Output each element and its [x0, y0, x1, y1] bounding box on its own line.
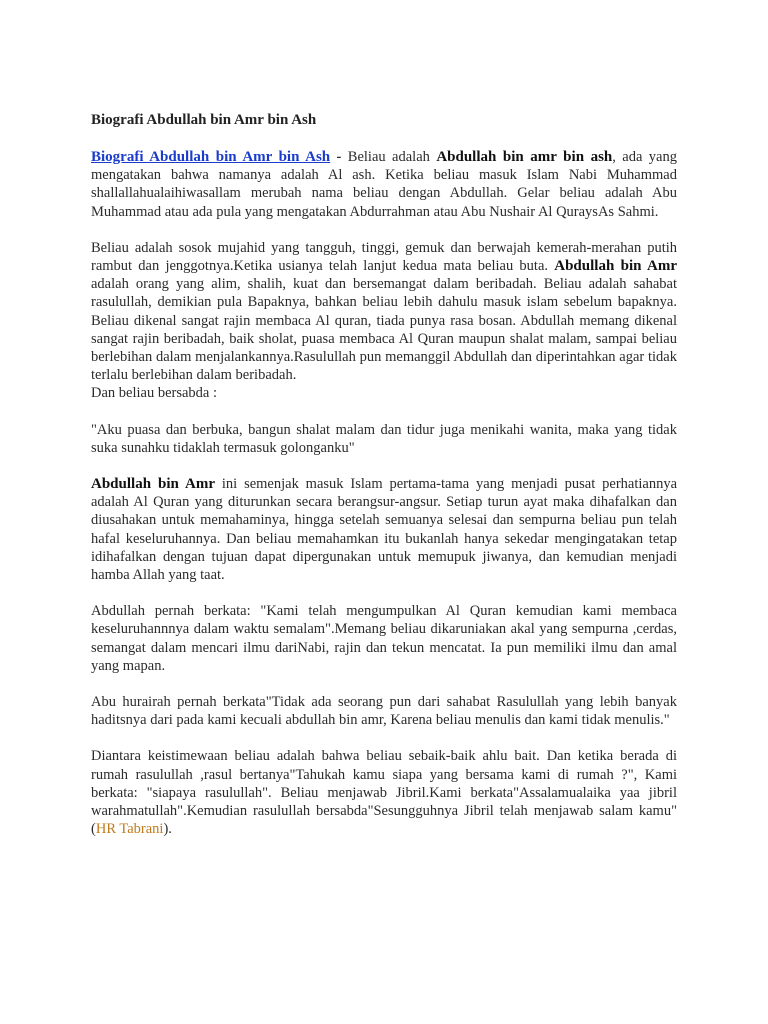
bold-name: Abdullah bin Amr [91, 476, 216, 493]
paragraph-sabda-intro: Dan beliau bersabda : [91, 385, 218, 402]
text-span: Beliau adalah [347, 149, 437, 165]
article-body [91, 148, 677, 857]
paragraph-quran [91, 475, 677, 584]
paragraph-abu-hurairah: Abu hurairah pernah berkata"Tidak ada seorang pun dari sahabat Rasulullah yang lebih banyak haditsnya dari pada kami kecuali abdullah bin amr, Karena beliau menulis dan kami tidak menulis." [91, 694, 677, 729]
text-span: ). [163, 821, 172, 838]
hadith-reference: HR Tabrani [95, 821, 164, 838]
text-span: Diantara keistimewaan beliau adalah bahwa beliau sebaik-baik ahlu bait. Dan ketika berada di rumah rasulullah ,rasul bertanya"Tahukah kamu siapa yang bersama kami di rumah ?", Kami berkata: "siapaya rasulullah". Beliau menjawab Jibril.Kami berkata"Assalamualaika yaa jibril warahmatullah".Kemudian rasulullah bersabda"Sesungguhnya Jibril telah menjawab salam kamu"( [91, 748, 677, 838]
paragraph-abdullah-said: Abdullah pernah berkata: "Kami telah mengumpulkan Al Quran kemudian kami membaca keseluruhannnya dalam waktu semalam".Memang beliau dikaruniakan akal yang sempurna ,cerdas, semangat dalam mencari ilmu dariNabi, rajin dan tekun mencatat. Ia pun memiliki ilmu dan amal yang mapan. [91, 603, 677, 674]
dash-separator: - [330, 149, 348, 165]
text-span: , ada yang mengatakan bahwa namanya adalah Al ash. Ketika beliau masuk Islam Nabi Muhammad shallallahualaihiwasallam merubah nama beliau dengan Abdullah. Gelar beliau adalah Abu Muhammad atau ada pula yang mengatakan Abdurrahman atau Abu Nushair Al QuraysAs Sahmi. [91, 149, 677, 220]
title-link[interactable]: Biografi Abdullah bin Amr bin Ash [91, 149, 331, 165]
text-span: adalah orang yang alim, shalih, kuat dan bersemangat dalam beribadah. Beliau adalah sahabat rasulullah, demikian pula Bapaknya, bahkan beliau lebih dahulu masuk islam sebelum bapaknya. Beliau dikenal sangat rajin membaca Al quran, tiada punya rasa bosan. Abdullah memang dikenal sangat rajin beribadah, baik sholat, puasa membaca Al Quran maupun shalat malam, sampai beliau berlebihan dalam menjalankannya.Rasulullah pun memanggil Abdullah dan diperintahkan agar tidak terlalu berlebihan dalam beribadah. [91, 276, 677, 384]
bold-name: Abdullah bin Amr [554, 258, 677, 275]
bold-name: Abdullah bin amr bin ash [436, 149, 613, 165]
text-span: ini semenjak masuk Islam pertama-tama yang menjadi pusat perhatiannya adalah Al Quran yang diturunkan secara berangsur-angsur. Setiap turun ayat maka dihafalkan dan diusahakan untuk memahaminya, hingga setelah semuanya selesai dan sempurna beliau pun telah hafal keseluruhannya. Dan beliau memahamkan itu bukanlah hanya sekedar mengingatakan tetap idihafalkan dengan tujuan dapat dipergunakan untuk memupuk jiwanya, dan kemudian menjadi hamba Allah yang taat. [91, 476, 678, 584]
paragraph-description [91, 239, 677, 385]
paragraph-quote: "Aku puasa dan berbuka, bangun shalat malam dan tidur juga menikahi wanita, maka yang tidak suka sunahku tidaklah termasuk golonganku" [91, 421, 677, 456]
text-span: Beliau adalah sosok mujahid yang tangguh, tinggi, gemuk dan berwajah kemerah-merahan putih rambut dan jenggotnya.Ketika usianya telah lanjut kedua mata beliau buta. [91, 239, 677, 275]
paragraph-intro [91, 148, 677, 221]
document-title: Biografi Abdullah bin Amr bin Ash [91, 112, 317, 128]
paragraph-keistimewaan [91, 747, 677, 838]
